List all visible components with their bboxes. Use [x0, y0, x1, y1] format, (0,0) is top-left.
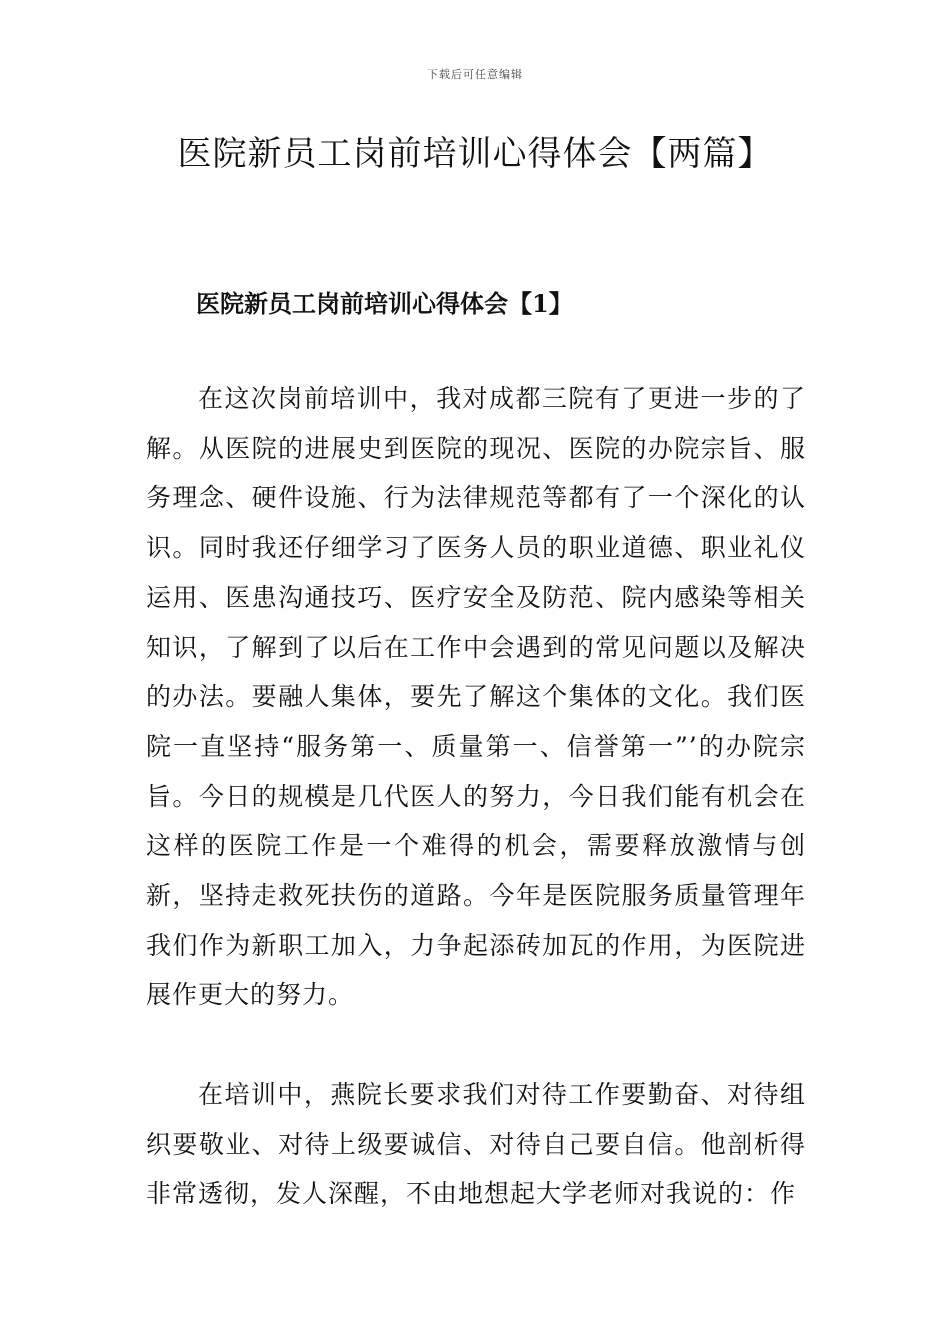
section-heading: 医院新员工岗前培训心得体会【1】 [196, 289, 573, 318]
document-title: 医院新员工岗前培训心得体会【两篇】 [177, 134, 773, 174]
body-paragraph: 在这次岗前培训中，我对成都三院有了更进一步的了解。从医院的进展史到医院的现况、医院的办院宗旨、服务理念、硬件设施、行为法律规范等都有了一个深化的认识。同时我还仔细学习了医务人员的职业道德、职业礼仪运用、医患沟通技巧、医疗安全及防范、院内感染等相关知识，了解到了以后在工作中会遇到的常见问题以及解决的办法。要融人集体，要先了解这个集体的文化。我们医院一直坚持“服务第一、质量第一、信誉第一”’的办院宗旨。今日的规模是几代医人的努力，今日我们能有机会在这样的医院工作是一个难得的机会，需要释放激情与创新，坚持走救死扶伤的道路。今年是医院服务质量管理年我们作为新职工加入，力争起添砖加瓦的作用，为医院进展作更大的努力。 [146, 384, 806, 1010]
body-paragraph: 在培训中，燕院长要求我们对待工作要勤奋、对待组织要敬业、对待上级要诚信、对待自己要自信。他剖析得非常透彻，发人深醒，不由地想起大学老师对我说的：作 [146, 1080, 806, 1209]
header-note: 下载后可任意编辑 [427, 68, 523, 81]
